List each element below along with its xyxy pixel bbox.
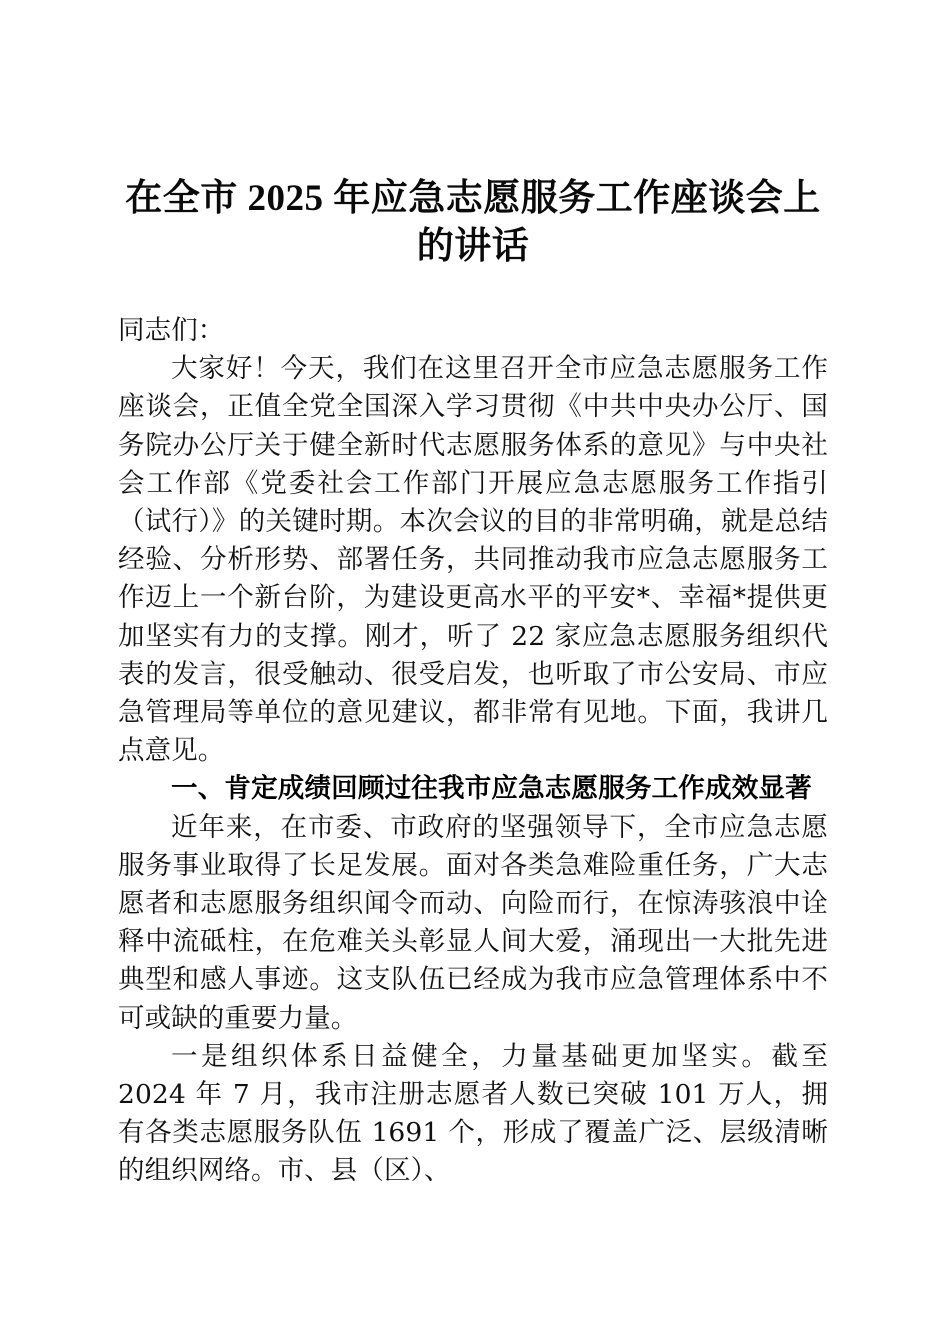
paragraph-organization-system: 一是组织体系日益健全，力量基础更加坚实。截至 2024 年 7 月，我市注册志愿者人数已突破 101 万人，拥有各类志愿服务队伍 1691 个，形成了覆盖广泛、层级清晰的组织网络。市、县（区）、 xyxy=(118,1040,828,1187)
paragraph-achievements-overview: 近年来，在市委、市政府的坚强领导下，全市应急志愿服务事业取得了长足发展。面对各类急难险重任务，广大志愿者和志愿服务组织闻令而动、向险而行，在惊涛骇浪中诠释中流砥柱，在危难关头彰显人间大爱，涌现出一大批先进典型和感人事迹。这支队伍已经成为我市应急管理体系中不可或缺的重要力量。 xyxy=(118,811,828,1034)
salutation-line: 同志们： xyxy=(118,315,225,346)
paragraph-opening-remarks: 大家好！今天，我们在这里召开全市应急志愿服务工作座谈会，正值全党全国深入学习贯彻《中共中央办公厅、国务院办公厅关于健全新时代志愿服务体系的意见》与中央社会工作部《党委社会工作部门开展应急志愿服务工作指引（试行）》的关键时期。本次会议的目的非常明确，就是总结经验、分析形势、部署任务，共同推动我市应急志愿服务工作迈上一个新台阶，为建设更高水平的平安*、幸福*提供更加坚实有力的支撑。刚才，听了 22 家应急志愿服务组织代表的发言，很受触动、很受启发，也听取了市公安局、市应急管理局等单位的意见建议，都非常有见地。下面，我讲几点意见。 xyxy=(118,353,828,767)
document-title: 在全市 2025 年应急志愿服务工作座谈会上的讲话 xyxy=(125,178,821,267)
section-heading-one: 一、肯定成绩回顾过往我市应急志愿服务工作成效显著 xyxy=(171,773,812,805)
document-body xyxy=(118,312,828,1191)
